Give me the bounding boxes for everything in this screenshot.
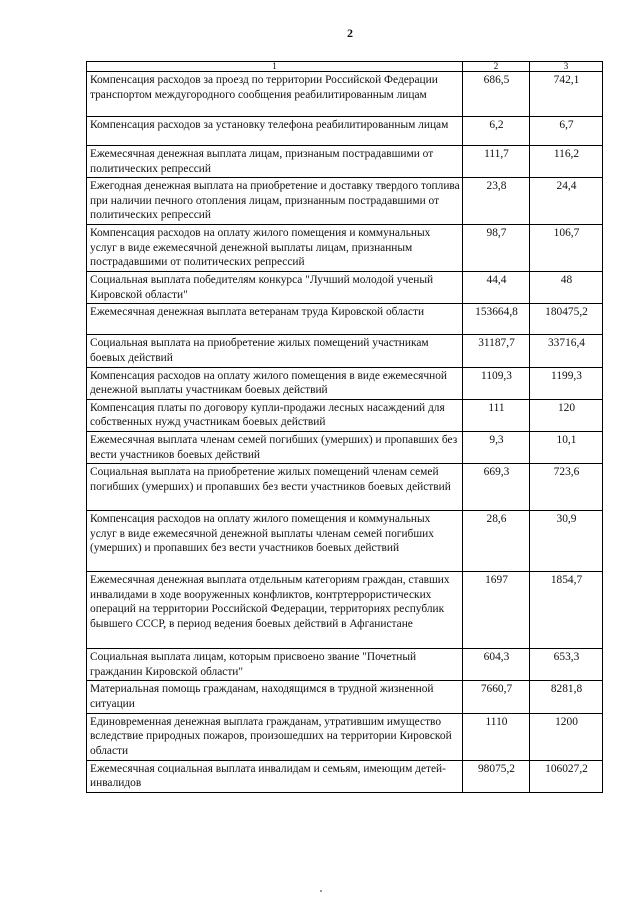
table-row xyxy=(87,225,603,272)
row-name: Социальная выплата лицам, которым присвоено звание "Почетный гражданин Кировской области" xyxy=(87,649,463,681)
scan-speck xyxy=(320,890,322,892)
header-col-2: 2 xyxy=(463,62,530,72)
row-value-col2: 98075,2 xyxy=(463,760,530,792)
row-value-col2: 111 xyxy=(463,399,530,431)
table-row xyxy=(87,335,603,367)
table-header-row xyxy=(87,62,603,72)
row-value-col2: 1697 xyxy=(463,572,530,649)
budget-table xyxy=(86,61,603,793)
row-value-col2: 153664,8 xyxy=(463,304,530,335)
header-col-3: 3 xyxy=(530,62,603,72)
row-value-col3: 1854,7 xyxy=(530,572,603,649)
table-row xyxy=(87,72,603,117)
row-value-col3: 6,7 xyxy=(530,117,603,146)
table-row xyxy=(87,117,603,146)
row-value-col3: 24,4 xyxy=(530,178,603,225)
row-value-col3: 1200 xyxy=(530,713,603,760)
row-value-col2: 686,5 xyxy=(463,72,530,117)
row-value-col2: 1110 xyxy=(463,713,530,760)
table-row xyxy=(87,367,603,399)
row-name: Компенсация расходов на оплату жилого помещения и коммунальных услуг в виде ежемесячной денежной выплаты лицам, признанным пострадавшими от политических репрессий xyxy=(87,225,463,272)
row-name: Компенсация расходов на оплату жилого помещения в виде ежемесячной денежной выплаты участникам боевых действий xyxy=(87,367,463,399)
row-name: Единовременная денежная выплата гражданам, утратившим имущество вследствие природных пожаров, произошедших на территории Кировской области xyxy=(87,713,463,760)
row-name: Ежемесячная денежная выплата лицам, признаным пострадавшими от политических репрессий xyxy=(87,146,463,178)
row-value-col3: 116,2 xyxy=(530,146,603,178)
table-row xyxy=(87,649,603,681)
row-value-col3: 48 xyxy=(530,272,603,304)
row-name: Компенсация расходов за установку телефона реабилитированным лицам xyxy=(87,117,463,146)
row-value-col3: 106027,2 xyxy=(530,760,603,792)
table-row xyxy=(87,146,603,178)
row-value-col3: 180475,2 xyxy=(530,304,603,335)
table-row xyxy=(87,760,603,792)
row-name: Социальная выплата победителям конкурса "Лучший молодой ученый Кировской области" xyxy=(87,272,463,304)
row-value-col2: 23,8 xyxy=(463,178,530,225)
row-value-col2: 28,6 xyxy=(463,511,530,572)
row-name: Ежемесячная выплата членам семей погибших (умерших) и пропавших без вести участников боевых действий xyxy=(87,431,463,463)
row-name: Ежемесячная денежная выплата отдельным категориям граждан, ставших инвалидами в ходе вооруженных конфликтов, контртеррористических операций на территории Российской Федерации, территориях республик бывшего СССР, в период ведения боевых действий в Афганистане xyxy=(87,572,463,649)
table-row xyxy=(87,178,603,225)
row-value-col3: 33716,4 xyxy=(530,335,603,367)
table-row xyxy=(87,511,603,572)
table-row xyxy=(87,272,603,304)
row-name: Социальная выплата на приобретение жилых помещений членам семей погибших (умерших) и пропавших без вести участников боевых действий xyxy=(87,464,463,511)
header-col-1: 1 xyxy=(87,62,463,72)
page-number: 2 xyxy=(347,26,353,40)
row-value-col2: 9,3 xyxy=(463,431,530,463)
row-name: Компенсация расходов за проезд по территории Российской Федерации транспортом междугородного сообщения реабилитированным лицам xyxy=(87,72,463,117)
row-value-col3: 723,6 xyxy=(530,464,603,511)
row-value-col2: 7660,7 xyxy=(463,681,530,713)
row-name: Компенсация платы по договору купли-продажи лесных насаждений для собственных нужд участникам боевых действий xyxy=(87,399,463,431)
row-value-col3: 742,1 xyxy=(530,72,603,117)
row-name: Ежегодная денежная выплата на приобретение и доставку твердого топлива при наличии печного отопления лицам, признанным пострадавшими от политических репрессий xyxy=(87,178,463,225)
table-row xyxy=(87,464,603,511)
row-value-col3: 106,7 xyxy=(530,225,603,272)
row-name: Ежемесячная социальная выплата инвалидам и семьям, имеющим детей-инвалидов xyxy=(87,760,463,792)
row-value-col3: 653,3 xyxy=(530,649,603,681)
row-value-col2: 31187,7 xyxy=(463,335,530,367)
row-name: Материальная помощь гражданам, находящимся в трудной жизненной ситуации xyxy=(87,681,463,713)
table-row xyxy=(87,304,603,335)
row-value-col3: 30,9 xyxy=(530,511,603,572)
row-value-col2: 604,3 xyxy=(463,649,530,681)
row-value-col2: 44,4 xyxy=(463,272,530,304)
row-name: Компенсация расходов на оплату жилого помещения и коммунальных услуг в виде ежемесячной денежной выплаты членам семей погибших (умерших) и пропавших без вести участников боевых действий xyxy=(87,511,463,572)
row-name: Ежемесячная денежная выплата ветеранам труда Кировской области xyxy=(87,304,463,335)
table-row xyxy=(87,681,603,713)
table-row xyxy=(87,572,603,649)
row-value-col3: 1199,3 xyxy=(530,367,603,399)
row-value-col2: 669,3 xyxy=(463,464,530,511)
row-value-col3: 8281,8 xyxy=(530,681,603,713)
row-name: Социальная выплата на приобретение жилых помещений участникам боевых действий xyxy=(87,335,463,367)
row-value-col2: 6,2 xyxy=(463,117,530,146)
table-row xyxy=(87,713,603,760)
row-value-col3: 10,1 xyxy=(530,431,603,463)
row-value-col2: 98,7 xyxy=(463,225,530,272)
row-value-col2: 111,7 xyxy=(463,146,530,178)
table-row xyxy=(87,431,603,463)
table-row xyxy=(87,399,603,431)
row-value-col3: 120 xyxy=(530,399,603,431)
row-value-col2: 1109,3 xyxy=(463,367,530,399)
